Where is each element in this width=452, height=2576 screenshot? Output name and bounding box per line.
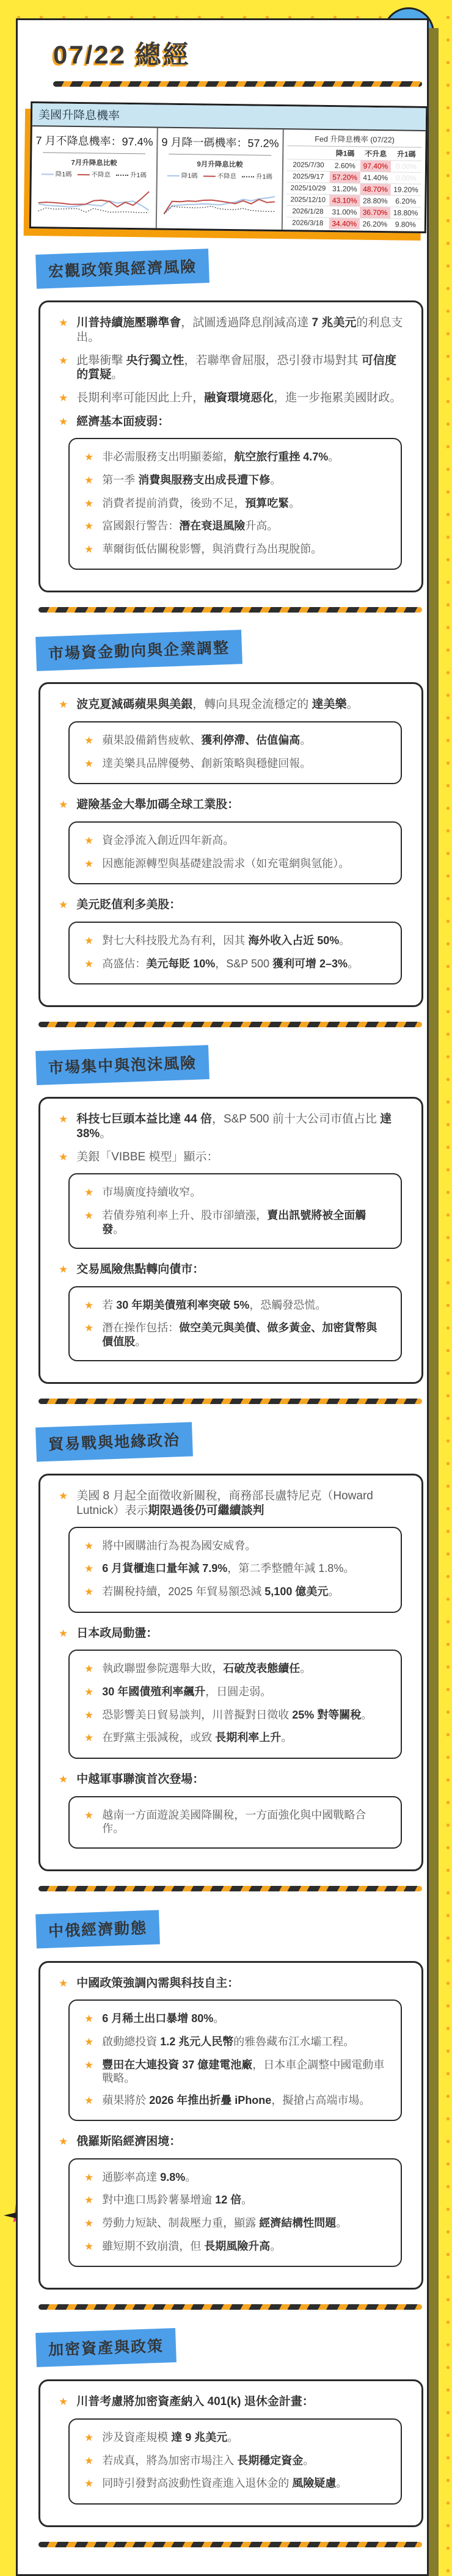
september-line-chart xyxy=(161,181,279,218)
legend-item xyxy=(242,172,272,181)
fed-row-value: 41.40% xyxy=(360,172,391,184)
star-bullet-icon: ★ xyxy=(84,958,94,970)
september-chart-title: 9月升降息比較 xyxy=(197,161,243,169)
star-bullet-icon: ★ xyxy=(84,835,94,847)
bullet-item xyxy=(59,898,403,913)
star-bullet-icon: ★ xyxy=(84,735,94,747)
bullet-text: 第一季 消費與服務支出成長遭下修。 xyxy=(102,473,282,486)
bullet-text: 雖短期不致崩潰，但 長期風險升高。 xyxy=(102,2239,282,2252)
section-content-box xyxy=(38,682,423,1007)
bullet-item xyxy=(59,316,403,345)
bullet-text: 科技七巨頭本益比達 44 倍，S&P 500 前十大公司市值占比 達 38%。 xyxy=(76,1113,392,1140)
star-bullet-icon: ★ xyxy=(59,392,68,404)
bullet-item xyxy=(59,697,403,713)
section-header: 貿易戰與地緣政治 xyxy=(35,1422,193,1462)
section-content-box xyxy=(38,2379,423,2527)
bullet-item xyxy=(59,2134,403,2150)
bullet-item xyxy=(84,1731,386,1746)
poster-card xyxy=(16,18,429,2576)
bullet-text: 若成真，將為加密市場注入 長期穩定資金。 xyxy=(102,2454,315,2467)
bullet-item xyxy=(59,1976,403,1992)
legend-label: 降1碼 xyxy=(55,170,72,178)
nested-box xyxy=(68,1173,402,1249)
nested-box xyxy=(68,2418,402,2505)
chart-series-dotted xyxy=(164,206,275,216)
bullet-text: 對七大科技股尤為有利，因其 海外收入占近 50%。 xyxy=(102,934,351,947)
fed-row-value: 6.20% xyxy=(390,195,421,208)
bullet-item xyxy=(84,2035,386,2050)
star-bullet-icon: ★ xyxy=(59,1773,68,1785)
bullet-text: 中越軍事聯演首次登場： xyxy=(76,1772,205,1786)
star-bullet-icon: ★ xyxy=(84,1709,94,1721)
bullet-item xyxy=(84,519,386,534)
bullet-text: 在野黨主張減稅，或致 長期利率上升。 xyxy=(102,1731,293,1744)
striped-divider xyxy=(38,607,422,613)
bullet-text: 若債券殖利率上升、股市卻續漲，賣出訊號將被全面觸發。 xyxy=(102,1209,366,1235)
bullet-text: 越南一方面遊說美國降關稅，一方面強化與中國戰略合作。 xyxy=(102,1808,366,1835)
july-rate-panel xyxy=(31,126,158,228)
september-rate-panel xyxy=(157,128,284,230)
star-bullet-icon: ★ xyxy=(59,354,68,366)
bullet-item xyxy=(84,733,386,749)
star-bullet-icon: ★ xyxy=(84,2240,94,2252)
bullet-item xyxy=(84,2094,386,2109)
nested-box xyxy=(68,721,402,784)
legend-item xyxy=(167,171,198,181)
bullet-item xyxy=(59,1626,403,1642)
bullet-text: 豐田在大連投資 37 億建電池廠，日本車企調整中國電動車戰略。 xyxy=(102,2058,385,2084)
star-bullet-icon: ★ xyxy=(84,1563,94,1575)
star-bullet-icon: ★ xyxy=(84,1187,94,1199)
fed-row-value: 28.80% xyxy=(360,195,390,207)
fed-col-hike: 升1碼 xyxy=(396,150,416,159)
star-bullet-icon: ★ xyxy=(59,317,68,329)
bullet-item xyxy=(84,1298,386,1314)
star-bullet-icon: ★ xyxy=(84,2478,94,2490)
fed-col-cut: 降1碼 xyxy=(335,149,355,158)
section-content-box xyxy=(38,300,423,592)
bullet-item xyxy=(84,2216,386,2232)
bullet-item xyxy=(84,1539,386,1554)
fed-row-value: 43.10% xyxy=(329,195,360,207)
bullet-text: 對中進口馬鈴薯暴增逾 12 倍。 xyxy=(102,2194,253,2207)
bullet-text: 將中國購油行為視為國安威脅。 xyxy=(102,1539,257,1552)
bullet-text: 市場廣度持續收窄。 xyxy=(102,1186,202,1199)
bullet-item xyxy=(84,1562,386,1577)
fed-row-value: 31.00% xyxy=(329,206,360,219)
star-bullet-icon: ★ xyxy=(84,1210,94,1222)
bullet-text: 消費者提前消費，後勁不足，預算吃緊。 xyxy=(102,497,301,509)
nested-box xyxy=(68,1999,402,2121)
bullet-text: 勞動力短缺、制裁壓力重，顯露 經濟結構性問題。 xyxy=(102,2217,348,2230)
striped-divider xyxy=(38,1022,422,1027)
fed-row-value: 0.00% xyxy=(391,172,421,184)
star-bullet-icon: ★ xyxy=(59,1151,68,1163)
topic-section xyxy=(18,633,427,1007)
bullet-item xyxy=(84,757,386,772)
bullet-text: 因應能源轉型與基礎建設需求（如充電網與氫能）。 xyxy=(102,857,350,870)
bullet-item xyxy=(59,798,403,813)
legend-marker xyxy=(78,173,90,175)
bullet-item xyxy=(84,1662,386,1677)
rate-card-body xyxy=(31,126,426,231)
section-header: 市場資金動向與企業調整 xyxy=(35,630,242,672)
legend-label: 不降息 xyxy=(91,171,111,179)
nested-box xyxy=(68,1796,402,1849)
september-chart-legend xyxy=(161,171,279,181)
star-bullet-icon: ★ xyxy=(59,1490,68,1502)
star-bullet-icon: ★ xyxy=(84,2036,94,2048)
legend-label: 不降息 xyxy=(217,172,237,181)
nested-box xyxy=(68,438,402,570)
bullet-text: 交易風險焦點轉向債市： xyxy=(76,1263,205,1276)
bullet-text: 同時引發對高波動性資產進入退休金的 風險疑慮。 xyxy=(102,2477,348,2490)
legend-marker xyxy=(42,173,54,175)
star-bullet-icon: ★ xyxy=(59,1627,68,1639)
chart-series-line xyxy=(164,195,275,214)
bullet-text: 6 月稀土出口暴增 80%。 xyxy=(102,2012,225,2025)
bullet-item xyxy=(84,2170,386,2186)
fed-row-value: 97.40% xyxy=(360,160,391,172)
bullet-item xyxy=(84,473,386,489)
bullet-item xyxy=(84,2476,386,2492)
star-bullet-icon: ★ xyxy=(84,474,94,486)
section-content-box xyxy=(38,1097,423,1384)
fed-table-header-row xyxy=(287,146,421,161)
nested-box xyxy=(68,922,402,984)
bullet-text: 波克夏減碼蘋果與美銀，轉向具現金流穩定的 達美樂。 xyxy=(76,698,359,711)
legend-item xyxy=(116,170,147,180)
bullet-text: 執政聯盟參院選舉大敗，石破茂表態續任。 xyxy=(102,1662,312,1675)
section-header: 市場集中與泡沫風險 xyxy=(35,1045,210,1085)
fed-row-value: 26.20% xyxy=(360,218,390,230)
bullet-text: 長期利率可能因此上升，融資環境惡化，進一步拖累美國財政。 xyxy=(76,391,402,404)
fed-row-date: 2025/9/17 xyxy=(287,171,330,183)
fed-row-value: 18.80% xyxy=(390,207,421,219)
section-header: 中俄經濟動態 xyxy=(35,1910,160,1948)
topic-section xyxy=(18,1425,427,1871)
fed-table-row xyxy=(286,217,421,230)
star-bullet-icon: ★ xyxy=(84,2194,94,2207)
star-bullet-icon: ★ xyxy=(84,2013,94,2025)
bullet-text: 通膨率高達 9.8%。 xyxy=(102,2170,197,2183)
bullet-item xyxy=(84,450,386,465)
bullet-text: 華爾街低估關稅影響，與消費行為出現脫節。 xyxy=(102,542,323,555)
bullet-text: 高盛估：美元每貶 10%，S&P 500 獲利可增 2–3%。 xyxy=(102,957,359,970)
bullet-item xyxy=(84,2239,386,2255)
bullet-text: 日本政局動盪： xyxy=(76,1626,158,1640)
chart-series-line xyxy=(164,198,275,216)
bullet-item xyxy=(84,834,386,849)
september-panel-title: 9 月降一碼機率：57.2% xyxy=(161,136,279,150)
bullet-text: 美元貶值利多美股： xyxy=(76,898,181,912)
bullet-text: 蘋果設備銷售疲軟、獲利停滯、估值偏高。 xyxy=(102,734,312,747)
fed-col-date xyxy=(287,146,330,160)
star-bullet-icon: ★ xyxy=(59,1264,68,1276)
bullet-item xyxy=(59,1262,403,1278)
bullet-text: 美國 8 月起全面徵收新關稅，商務部長盧特尼克（Howard Lutnick）表示期限過後仍可繼續談判 xyxy=(76,1490,373,1518)
legend-marker xyxy=(167,175,180,176)
july-chart-title: 7月升降息比較 xyxy=(71,159,117,167)
bullet-item xyxy=(84,2193,386,2208)
star-bullet-icon: ★ xyxy=(84,1663,94,1675)
bullet-text: 川普考慮將加密資產納入 401(k) 退休金計畫： xyxy=(76,2395,314,2409)
star-bullet-icon: ★ xyxy=(84,1299,94,1311)
section-content-box xyxy=(38,1474,423,1871)
nested-box xyxy=(68,821,402,884)
star-bullet-icon: ★ xyxy=(84,451,94,464)
bullet-text: 此舉衝擊 央行獨立性，若聯準會屈服，恐引發市場對其 可信度的質疑。 xyxy=(76,354,396,382)
bullet-item xyxy=(84,934,386,949)
bullet-text: 啟動總投資 1.2 兆元人民幣的雅魯藏布江水壩工程。 xyxy=(102,2035,355,2048)
star-bullet-icon: ★ xyxy=(84,520,94,533)
bullet-item xyxy=(59,1772,403,1788)
nested-box xyxy=(68,1650,402,1759)
star-bullet-icon: ★ xyxy=(59,1113,68,1126)
topic-section xyxy=(18,1048,427,1384)
striped-divider xyxy=(53,81,422,87)
star-bullet-icon: ★ xyxy=(84,1322,94,1334)
fed-row-date: 2026/3/18 xyxy=(286,217,329,229)
legend-label: 升1碼 xyxy=(255,173,272,181)
bullet-text: 若 30 年期美債殖利率突破 5%，恐觸發恐慌。 xyxy=(102,1298,327,1311)
bullet-text: 中國政策強調內需與科技自主： xyxy=(76,1976,239,1990)
star-bullet-icon: ★ xyxy=(84,2059,94,2071)
star-bullet-icon: ★ xyxy=(84,1809,94,1821)
bullet-item xyxy=(84,2058,386,2086)
star-bullet-icon: ★ xyxy=(59,2396,68,2408)
star-bullet-icon: ★ xyxy=(84,1732,94,1744)
nested-box xyxy=(68,1527,402,1613)
page-title: 07/22 總經 xyxy=(53,40,191,69)
bullet-text: 若關稅持續，2025 年貿易額恐減 5,100 億美元。 xyxy=(102,1585,340,1598)
bullet-item xyxy=(84,497,386,512)
fed-row-value: 0.00% xyxy=(391,161,421,173)
legend-item xyxy=(77,170,111,180)
bullet-text: 潛在操作包括：做空美元與美債、做多黃金、加密貨幣與價值股。 xyxy=(102,1322,377,1348)
bullet-text: 經濟基本面疲弱： xyxy=(76,415,170,428)
star-bullet-icon: ★ xyxy=(84,1586,94,1598)
star-bullet-icon: ★ xyxy=(59,415,68,428)
nested-box xyxy=(68,1286,402,1362)
bullet-item xyxy=(59,391,403,406)
fed-row-value: 36.70% xyxy=(360,206,390,219)
star-bullet-icon: ★ xyxy=(84,497,94,509)
bullet-item xyxy=(84,1185,386,1201)
legend-marker xyxy=(116,174,128,175)
star-bullet-icon: ★ xyxy=(84,2431,94,2443)
bullet-item xyxy=(84,542,386,558)
bullet-text: 涉及資產規模 達 9 兆美元。 xyxy=(102,2431,239,2443)
topic-sections xyxy=(18,252,427,2547)
star-bullet-icon: ★ xyxy=(84,2218,94,2230)
bullet-item xyxy=(84,1585,386,1600)
star-bullet-icon: ★ xyxy=(59,899,68,911)
topic-section xyxy=(18,1912,427,2290)
bullet-item xyxy=(59,415,403,430)
bullet-item xyxy=(84,957,386,972)
legend-item xyxy=(42,169,72,179)
star-bullet-icon: ★ xyxy=(84,934,94,947)
bullet-item xyxy=(84,1685,386,1700)
fed-col-hold: 不升息 xyxy=(365,149,387,159)
section-header: 加密資產與政策 xyxy=(35,2328,177,2367)
bullet-text: 避險基金大舉加碼全球工業股： xyxy=(76,798,239,812)
bullet-item xyxy=(84,857,386,872)
star-bullet-icon: ★ xyxy=(59,699,68,711)
bullet-item xyxy=(84,1321,386,1348)
bullet-item xyxy=(59,1489,403,1518)
fed-row-value: 31.20% xyxy=(329,183,360,195)
fed-row-value: 19.20% xyxy=(390,184,421,196)
fed-row-date: 2026/1/28 xyxy=(286,206,329,218)
legend-marker xyxy=(203,175,216,176)
star-bullet-icon: ★ xyxy=(59,2136,68,2148)
bullet-text: 資金淨流入創近四年新高。 xyxy=(102,834,235,847)
bullet-item xyxy=(59,354,403,383)
striped-divider xyxy=(38,2542,422,2547)
star-bullet-icon: ★ xyxy=(84,2454,94,2467)
rate-snapshot-card xyxy=(29,101,428,233)
fed-row-value: 48.70% xyxy=(360,183,390,195)
bullet-item xyxy=(84,1209,386,1236)
star-bullet-icon: ★ xyxy=(84,1686,94,1698)
fed-row-date: 2025/12/10 xyxy=(286,194,329,206)
striped-divider xyxy=(38,1399,422,1404)
fed-row-value: 57.20% xyxy=(330,172,360,184)
striped-divider xyxy=(38,2304,422,2310)
bullet-item xyxy=(59,1112,403,1141)
fed-row-value: 34.40% xyxy=(329,218,360,230)
bullet-item xyxy=(59,1150,403,1165)
striped-divider xyxy=(38,1886,422,1891)
fed-table-title: Fed 升降息機率 (07/22) xyxy=(287,131,421,147)
star-bullet-icon: ★ xyxy=(84,2094,94,2106)
fed-row-value: 2.60% xyxy=(330,160,360,172)
fed-row-date: 2025/7/30 xyxy=(287,159,330,172)
star-bullet-icon: ★ xyxy=(84,1540,94,1552)
bullet-text: 恐影響美日貿易談判，川普擬對日徵收 25% 對等關稅。 xyxy=(102,1708,373,1721)
rate-card-header: 美國升降息機率 xyxy=(32,103,426,131)
legend-marker xyxy=(242,176,254,177)
star-bullet-icon: ★ xyxy=(84,757,94,770)
bullet-text: 美銀「VIBBE 模型」顯示： xyxy=(76,1150,219,1163)
bullet-text: 富國銀行警告：潛在衰退風險升高。 xyxy=(102,520,279,533)
legend-item xyxy=(203,171,236,181)
nested-box xyxy=(68,2158,402,2268)
topic-section xyxy=(18,2330,427,2527)
bullet-text: 蘋果將於 2026 年推出折疊 iPhone，擬搶占高端市場。 xyxy=(102,2094,371,2106)
fed-row-date: 2025/10/29 xyxy=(286,183,329,195)
bullet-item xyxy=(84,2431,386,2446)
bullet-text: 俄羅斯陷經濟困境： xyxy=(76,2135,181,2148)
bullet-item xyxy=(84,1708,386,1723)
bullet-item xyxy=(84,2454,386,2469)
star-bullet-icon: ★ xyxy=(84,543,94,555)
july-line-chart xyxy=(35,180,153,216)
fed-row-value: 9.80% xyxy=(390,219,421,230)
section-content-box xyxy=(38,1961,423,2290)
bullet-text: 非必需服務支出明顯萎縮，航空旅行重挫 4.7%。 xyxy=(102,451,340,464)
star-bullet-icon: ★ xyxy=(59,799,68,811)
bullet-text: 達美樂具品牌優勢、創新策略與穩健回報。 xyxy=(102,757,312,770)
july-panel-title: 7 月不降息機率：97.4% xyxy=(35,134,153,148)
topic-section xyxy=(18,252,427,592)
chart-series-dotted xyxy=(38,208,149,213)
bullet-item xyxy=(59,2395,403,2410)
star-bullet-icon: ★ xyxy=(59,1977,68,1989)
bullet-text: 30 年國債殖利率飆升，日圓走弱。 xyxy=(102,1686,272,1698)
legend-label: 升1碼 xyxy=(130,172,147,180)
star-bullet-icon: ★ xyxy=(84,857,94,870)
bullet-text: 川普持續施壓聯準會，試圖透過降息削減高達 7 兆美元的利息支出。 xyxy=(76,316,403,344)
bullet-item xyxy=(84,1808,386,1836)
bullet-item xyxy=(84,2012,386,2027)
star-bullet-icon: ★ xyxy=(84,2171,94,2183)
legend-label: 降1碼 xyxy=(181,172,198,180)
bullet-text: 6 月貨櫃進口量年減 7.9%，第二季整體年減 1.8%。 xyxy=(102,1562,355,1575)
july-chart-legend xyxy=(35,169,153,180)
section-header: 宏觀政策與經濟風險 xyxy=(35,249,210,289)
fed-probability-table xyxy=(283,129,426,231)
